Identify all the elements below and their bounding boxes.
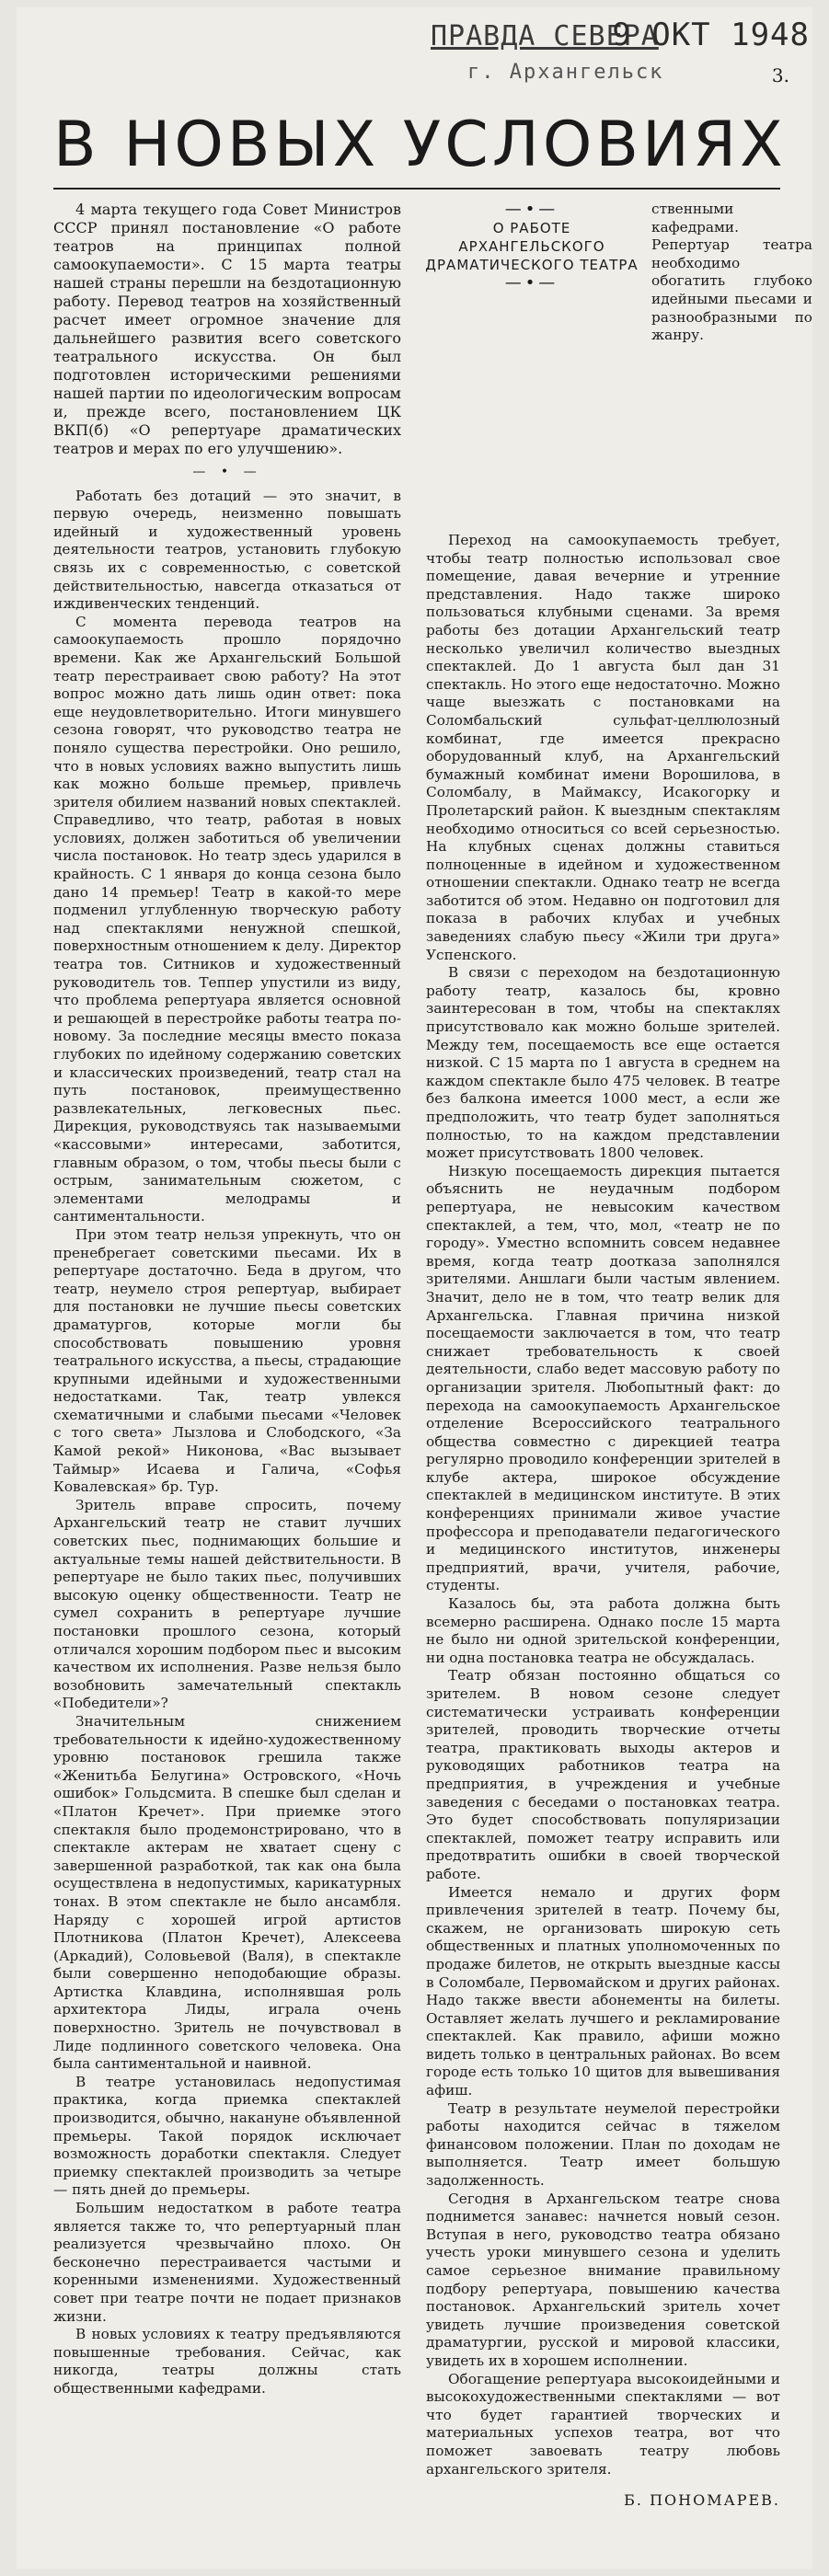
stamp-page-number: 3. <box>771 64 789 86</box>
paragraph: Низкую посещаемость дирекция пытается объяснить не неудачным подбором репертуара, не невысоким качеством спектаклей, а тем, что, мол, «театр не по городу». Уместно вспомнить совсем недавнее время, когда театр доотказа заполнялся зрителями. Аншлаги были частым явлением. Значит, дело не в том, что театр велик для Архангельска. Главная причина низкой посещаемости заключается в том, что театр снижает требовательность к своей деятельности, слабо ведет массовую работу по организации зрителя. Любопытный факт: до перехода на самоокупаемость Архангельское отделение Всероссийского театрального общества совместно с дирекцией театра регулярно проводило конференции зрителей в клубе актера, широкое обсуждение спектаклей в медицинском институте. В этих конференциях принимали живое участие профессора и преподаватели педагогического и медицинского институтов, инженеры предприятий, врачи, учителя, рабочие, студенты. <box>426 1162 780 1594</box>
archive-stamp <box>412 13 817 98</box>
paragraph: Обогащение репертуара высокоидейными и высокохудожественными спектаклями — вот что будет гарантией творческих и материальных успехов театра, вот что поможет завоевать театру любовь архангельского зрителя. <box>426 2370 780 2478</box>
paragraph: Переход на самоокупаемость требует, чтобы театр полностью использовал свое помещение, давая вечерние и утренние представления. Надо также широко пользоваться клубными сценами. За время работы без дотации Архангельский театр несколько увеличил количество выездных спектаклей. До 1 августа был дан 31 спектакль. Но этого еще недостаточно. Можно чаще выезжать с постановками на Соломбальский сульфат-целлюлозный комбинат, где имеется прекрасно оборудованный клуб, на Архангельский бумажный комбинат имени Ворошилова, в Соломбалу, в Маймаксу, Исакогорку и Пролетарский район. К выездным спектаклям необходимо относиться со всей серьезностью. На клубных сценах должны ставиться полноценные в идейном и художественном отношении спектакли. Однако театр не всегда заботится об этом. Недавно он подготовил для показа в рабочих клубах и учебных заведениях слабую пьесу «Жили три друга» Успенского. <box>426 532 780 963</box>
paragraph: Имеется немало и других форм привлечения зрителей в театр. Почему бы, скажем, не организовать широкую сеть общественных и платных уполномоченных по продаже билетов, не открыть выездные кассы в Соломбале, Первомайском и других районах. Надо также ввести абонементы на билеты. Оставляет желать лучшего и рекламирование спектаклей. Как правило, афиши можно видеть только в центральных районах. Во всем городе есть только 10 щитов для вывешивания афиш. <box>426 1883 780 2099</box>
article-column-right-top <box>651 201 812 345</box>
paragraph: ственными кафедрами. Репертуар театра необходимо обогатить глубоко идейными пьесами и разнообразными по жанру. <box>651 201 812 344</box>
article-subheading <box>421 201 642 293</box>
author-signature: Б. ПОНОМАРЕВ. <box>624 2491 780 2510</box>
article-headline: В НОВЫХ УСЛОВИЯХ <box>53 109 787 181</box>
paragraph: Работать без дотаций — это значит, в первую очередь, неизменно повышать идейный и художественный уровень деятельности театров, установить глубокую связь их с современностью, с советской действительностью, навсегда отказаться от иждивенческих тенденций. <box>53 487 401 613</box>
paragraph: С момента перевода театров на самоокупаемость прошло порядочно времени. Как же Архангельский Большой театр перестраивает свою работу? На этот вопрос можно дать лишь один ответ: пока еще неудовлетворительно. Итоги минувшего сезона говорят, что руководство театра не поняло существа перестройки. Оно решило, что в новых условиях важно выпустить лишь как можно больше премьер, привлечь зрителя обилием названий новых спектаклей. Справедливо, что театр, работая в новых условиях, должен заботиться об увеличении числа постановок. Но театр здесь ударился в крайность. С 1 января до конца сезона было дано 14 премьер! Театр в какой-то мере подменил углубленную творческую работу над спектаклями ненужной спешкой, поверхностным отношением к делу. Директор театра тов. Ситников и художественный руководитель тов. Теппер упустили из виду, что проблема репертуара является основной и решающей в перестройке работы театра по-новому. За последние месяцы вместо показа глубоких по идейному содержанию советских и классических произведений, театр стал на путь постановок, преимущественно развлекательных, легковесных пьес. Дирекция, руководствуясь так называемыми «кассовыми» интересами, заботится, главным образом, о том, чтобы пьесы были с острым, занимательным сюжетом, с элементами мелодрамы и сантиментальности. <box>53 613 401 1225</box>
paragraph: Значительным снижением требовательности к идейно-художественному уровню постановок грешила также «Женитьба Белугина» Островского, «Ночь ошибок» Гольдсмита. В спешке был сделан и «Платон Кречет». При приемке этого спектакля было продемонстрировано, что в спектакле актерам не хватает сцену с завершенной разработкой, так как она была осуществлена в недопустимых, карикатурных тонах. В этом спектакле не было ансамбля. Наряду с хорошей игрой артистов Плотникова (Платон Кречет), Алексеева (Аркадий), Соловьевой (Валя), в спектакле были совершенно неподобающие образы. Артистка Клавдина, исполнявшая роль архитектора Лиды, играла очень поверхностно. Зритель не почувствовал в Лиде подлинного советского человека. Она была сантиментальной и наивной. <box>53 1712 401 2073</box>
subheading-text: О РАБОТЕ АРХАНГЕЛЬСКОГО ДРАМАТИЧЕСКОГО ТЕАТРА <box>425 220 639 273</box>
paragraph: Сегодня в Архангельском театре снова поднимется занавес: начнется новый сезон. Вступая в него, руководство театра обязано учесть уроки минувшего сезона и уделить самое серьезное внимание правильному подбору репертуара, повышению качества постановок. Архангельский зритель хочет увидеть лучшие произведения советской драматургии, русской и мировой классики, увидеть их в хорошем исполнении. <box>426 2190 780 2369</box>
paragraph: При этом театр нельзя упрекнуть, что он пренебрегает советскими пьесами. Их в репертуаре достаточно. Беда в другом, что театр, неумело строя репертуар, выбирает для постановки не лучшие пьесы советских драматургов, которые могли бы способствовать повышению уровня театрального искусства, а пьесы, страдающие крупными идейными и художественными недостатками. Так, театр увлекся схематичными и слабыми пьесами «Человек с того света» Лызлова и Слободского, «За Камой рекой» Никонова, «Вас вызывает Таймыр» Исаева и Галича, «Софья Ковалевская» бр. Тур. <box>53 1225 401 1496</box>
stamp-city: г. Архангельск <box>467 61 664 84</box>
article-column-left <box>53 201 401 2398</box>
ornament: —•— <box>504 200 559 219</box>
newspaper-clipping <box>17 7 812 2569</box>
article-column-right <box>426 532 780 2510</box>
paragraph: В связи с переходом на бездотационную работу театр, казалось бы, кровно заинтересован в том, чтобы на спектаклях присутствовало как можно больше зрителей. Между тем, посещаемость все еще остается низкой. С 15 марта по 1 августа в среднем на каждом спектакле было 475 человек. В театре без балкона имеется 1000 мест, а если же предположить, что театр будет заполняться полностью, то на каждом представлении может присутствовать 1800 человек. <box>426 964 780 1162</box>
paragraph: В новых условиях к театру предъявляются повышенные требования. Сейчас, как никогда, театры должны стать общественными кафедрами. <box>53 2326 401 2397</box>
paragraph: Театр обязан постоянно общаться со зрителем. В новом сезоне следует систематически устраивать конференции зрителей, проводить творческие отчеты театра, практиковать выходы актеров и руководящих работников театра на предприятия, в учреждения и учебные заведения с беседами о постановках театра. Это будет способствовать популяризации спектаклей, поможет театру исправить или предотвратить ошибки в своей творческой работе. <box>426 1667 780 1882</box>
separator-ornament: — • — <box>192 465 262 479</box>
ornament: —•— <box>504 273 559 293</box>
paragraph: Казалось бы, эта работа должна быть всемерно расширена. Однако после 15 марта не было ни одной зрительской конференции, ни одна постановка театра не обсуждалась. <box>426 1595 780 1666</box>
stamp-newspaper-name: ПРАВДА СЕВЕРА <box>431 20 659 52</box>
paragraph: Зритель вправе спросить, почему Архангельский театр не ставит лучших советских пьес, поднимающих большие и актуальные темы нашей действительности. В репертуаре не было таких пьес, получивших высокую оценку общественности. Театр не сумел сохранить в репертуаре лучшие постановки прошлого сезона, который отличался хорошим подбором пьес и высоким качеством их исполнения. Разве нельзя было возобновить замечательный спектакль «Победители»? <box>53 1496 401 1712</box>
paragraph: Большим недостатком в работе театра является также то, что репертуарный план реализуется чрезвычайно плохо. Он бесконечно перестраивается частыми и коренными изменениями. Художественный совет при театре почти не подает признаков жизни. <box>53 2200 401 2325</box>
article-lead: 4 марта текущего года Совет Министров СССР принял постановление «О работе театров на принципах полной самоокупаемости». С 15 марта театры нашей страны перешли на бездотационную работу. Перевод театров на хозяйственный расчет имеет огромное значение для дальнейшего развития всего советского театрального искусства. Он был подготовлен историческими решениями нашей партии по идеологическим вопросам и, прежде всего, постановлением ЦК ВКП(б) «О репертуаре драматических театров и мерах по его улучшению». <box>53 201 401 457</box>
stamp-date: 9 ОКТ 1948 <box>612 17 810 53</box>
headline-rule <box>53 188 780 190</box>
paragraph: Театр в результате неумелой перестройки работы находится сейчас в тяжелом финансовом положении. План по доходам не выполняется. Театр имеет большую задолженность. <box>426 2099 780 2190</box>
paragraph: В театре установилась недопустимая практика, когда приемка спектаклей производится, обычно, накануне объявленной премьеры. Такой порядок исключает возможность доработки спектакля. Следует приемку спектаклей производить за четыре — пять дней до премьеры. <box>53 2073 401 2199</box>
